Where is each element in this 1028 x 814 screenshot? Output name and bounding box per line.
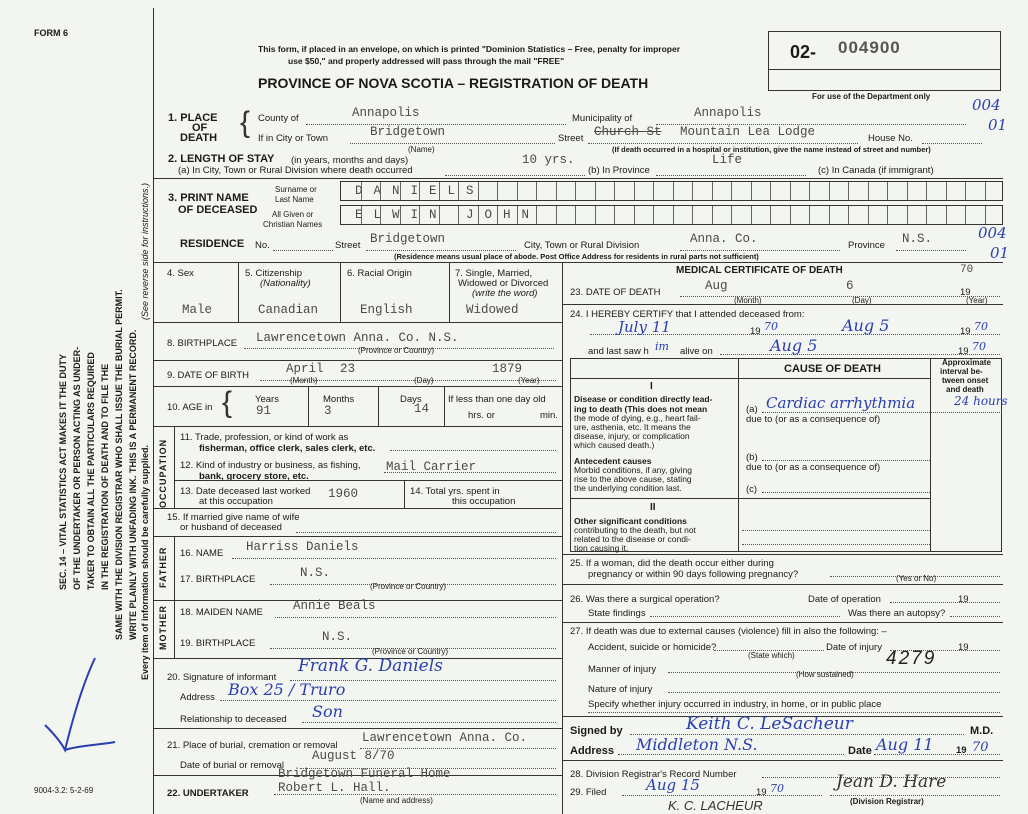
interval-label-1: Approximate — [942, 358, 991, 367]
roman-one: I — [650, 381, 653, 392]
grid-cell — [965, 182, 966, 200]
mother-name-label: 18. MAIDEN NAME — [180, 607, 263, 618]
citizenship-value: Canadian — [258, 303, 319, 317]
record-number-label: 28. Division Registrar's Record Number — [570, 769, 737, 780]
physician-signature: Keith C. LeSacheur — [686, 714, 853, 734]
dob-day-note: (Day) — [414, 376, 434, 385]
injury-date-label: Date of injury — [826, 642, 882, 653]
pregnancy-label-2: pregnancy or within 90 days following pregnancy? — [588, 569, 799, 580]
cause-a-interval: 24 hours — [954, 394, 1008, 408]
undertaker-name: Bridgetown Funeral Home — [278, 767, 451, 781]
dob-year-note: (Year) — [518, 376, 540, 385]
father-birthplace-label: 17. BIRTHPLACE — [180, 574, 256, 585]
date-of-death-label: 23. DATE OF DEATH — [570, 287, 661, 298]
grid-cell — [887, 206, 888, 224]
md-label: M.D. — [970, 725, 994, 737]
county-value: Annapolis — [352, 106, 420, 120]
last-saw-label: and last saw h — [588, 346, 649, 357]
name-label: 3. PRINT NAME — [168, 192, 249, 204]
death-month: Aug — [705, 279, 728, 293]
city-label: If in City or Town — [258, 133, 329, 144]
county-label: County of — [258, 113, 299, 124]
racial-origin-label: 6. Racial Origin — [347, 268, 412, 279]
grid-cell — [614, 206, 615, 224]
attended-to-19: 19 — [960, 326, 971, 337]
dob-month-note: (Month) — [290, 376, 318, 385]
last-saw-him: im — [655, 340, 669, 353]
municipality-value: Annapolis — [694, 106, 762, 120]
grid-cell — [848, 182, 849, 200]
residence-province: N.S. — [902, 232, 933, 246]
physician-address-label: Address — [570, 745, 615, 757]
house-label: House No. — [868, 133, 913, 144]
age-less-day: If less than one day old — [448, 394, 546, 405]
division-registrar-label: (Division Registrar) — [850, 797, 924, 806]
dept-code-1: 004 — [972, 96, 1001, 114]
dob-month: April — [286, 362, 324, 376]
injury-year: 19 — [958, 642, 969, 653]
form-number: FORM 6 — [34, 28, 69, 38]
burial-place: Lawrencetown Anna. Co. — [362, 731, 528, 745]
cause-a-value: Cardiac arrhythmia — [766, 394, 916, 412]
grid-cell — [634, 206, 635, 224]
filed-date: Aug 15 — [646, 776, 700, 794]
grid-cell — [556, 206, 557, 224]
hospital-note: (If death occurred in a hospital or institution, give the name instead of street and number) — [612, 145, 931, 154]
mail-notice-2: use $50," and properly addressed will pass through the mail "FREE" — [288, 56, 565, 66]
other-3: related to the disease or condi- — [574, 534, 691, 544]
stay-c-label: (c) In Canada (if immigrant) — [818, 165, 934, 176]
surname-value: DANIELS — [355, 184, 485, 198]
grid-cell — [673, 206, 674, 224]
dept-use-label: For use of the Department only — [812, 92, 931, 101]
age-days-label: Days — [400, 394, 422, 405]
burial-date-label: Date of burial or removal — [180, 760, 285, 771]
given-label-2: Christian Names — [263, 220, 323, 229]
father-name: Harriss Daniels — [246, 540, 359, 554]
grid-cell — [692, 206, 693, 224]
place-label-of: OF — [192, 122, 208, 134]
age-days: 14 — [414, 402, 430, 416]
operation-year: 19 — [958, 594, 969, 605]
age-years-label: Years — [255, 394, 279, 405]
residence-province-label: Province — [848, 240, 885, 251]
occupation-side-label: OCCUPATION — [158, 438, 168, 508]
age-months: 3 — [324, 404, 332, 418]
last-seen-date: Aug 5 — [770, 336, 818, 355]
handwritten-initial — [40, 650, 120, 760]
spouse-label-2: or husband of deceased — [180, 522, 282, 533]
birthplace-label: 8. BIRTHPLACE — [167, 338, 238, 349]
age-years: 91 — [256, 404, 272, 418]
signed-date: Aug 11 — [876, 735, 934, 754]
marital-label-2: Widowed or Divorced — [458, 278, 549, 289]
death-day-note: (Day) — [852, 296, 872, 305]
street-struck: Church St — [594, 125, 662, 139]
direct-cause-3: the mode of dying, e.g., heart fail- — [574, 413, 701, 423]
age-label: 10. AGE in — [167, 402, 213, 413]
interval-label-3: tween onset — [942, 376, 989, 385]
last-seen-19: 19 — [958, 346, 969, 357]
direct-cause-6: which caused death.) — [574, 440, 655, 450]
medical-year: 70 — [960, 264, 974, 276]
dob-label: 9. DATE OF BIRTH — [167, 370, 249, 381]
name-label-2: OF DECEASED — [178, 204, 258, 216]
direct-cause-4: ure, asthenia, etc. It means the — [574, 422, 691, 432]
last-seen-year: 70 — [972, 340, 986, 353]
stay-a-value: 10 yrs. — [522, 153, 575, 167]
attended-to-year: 70 — [974, 320, 988, 333]
age-months-label: Months — [323, 394, 355, 405]
grid-cell — [907, 182, 908, 200]
relationship-value: Son — [312, 702, 343, 721]
grid-cell — [868, 182, 869, 200]
signed-year: 70 — [972, 740, 989, 755]
cause-a-label: (a) — [746, 404, 758, 415]
antecedent-2: Morbid conditions, if any, giving — [574, 465, 692, 475]
surname-label-2: Last Name — [275, 195, 314, 204]
other-4: tion causing it. — [574, 543, 629, 553]
how-sustained: (How sustained) — [796, 670, 854, 679]
mother-side-label: MOTHER — [158, 605, 168, 650]
operation-label: 26. Was there a surgical operation? — [570, 594, 720, 605]
pregnancy-yes-no: (Yes or No) — [896, 574, 937, 583]
grid-cell — [595, 182, 596, 200]
mother-birthplace: N.S. — [322, 630, 353, 644]
grid-cell — [712, 206, 713, 224]
direct-cause-2: ing to death (This does not mean — [574, 404, 708, 414]
form-code: 9004-3.2: 5-2-69 — [34, 786, 94, 795]
signed-date-label: Date — [848, 745, 872, 757]
bottom-handwriting: K. C. LACHEUR — [668, 798, 763, 813]
grid-cell — [497, 182, 498, 200]
operation-date-label: Date of operation — [808, 594, 881, 605]
spouse-label: 15. If married give name of wife — [167, 512, 300, 523]
grid-cell — [751, 206, 752, 224]
grid-cell — [653, 182, 654, 200]
place-label-death: DEATH — [180, 132, 218, 144]
other-1: Other significant conditions — [574, 516, 687, 526]
registration-prefix: 02- — [790, 42, 817, 62]
age-hrs: hrs. or — [468, 410, 495, 421]
citizenship-label: 5. Citizenship — [245, 268, 303, 279]
handwritten-number: 4279 — [886, 648, 937, 669]
total-years-label-2: this occupation — [452, 496, 516, 507]
residence-city: Anna. Co. — [690, 232, 758, 246]
father-side-label: FATHER — [158, 546, 168, 588]
antecedent-1: Antecedent causes — [574, 456, 652, 466]
place-label: 1. PLACE — [168, 112, 218, 124]
grid-cell — [673, 182, 674, 200]
citizenship-label-2: (Nationality) — [260, 278, 311, 289]
grid-cell — [926, 206, 927, 224]
brace: { — [240, 106, 251, 139]
informant-address-label: Address — [180, 692, 215, 703]
filed-label: 29. Filed — [570, 787, 607, 798]
surname-label: Surname or — [275, 185, 317, 194]
cause-b-label: (b) — [746, 452, 758, 463]
last-worked-label: 13. Date deceased last worked — [180, 486, 311, 497]
last-worked-value: 1960 — [328, 487, 359, 501]
death-day: 6 — [846, 279, 854, 293]
grid-cell — [926, 182, 927, 200]
residence-no-label: No. — [255, 240, 270, 251]
undertaker-note: (Name and address) — [360, 796, 433, 805]
father-birthplace: N.S. — [300, 566, 331, 580]
grid-cell — [770, 206, 771, 224]
roman-two: II — [650, 502, 656, 513]
external-label: 27. If death was due to external causes (violence) fill in also the following: – — [570, 626, 887, 637]
grid-cell — [809, 206, 810, 224]
registration-number: 004900 — [838, 38, 901, 57]
age-min: min. — [540, 410, 558, 421]
mother-birthplace-label: 19. BIRTHPLACE — [180, 638, 256, 649]
filed-year: 70 — [770, 782, 784, 795]
interval-label-2: interval be- — [940, 367, 983, 376]
state-which: (State which) — [748, 651, 795, 660]
informant-signature: Frank G. Daniels — [298, 656, 443, 676]
name-note: (Name) — [408, 145, 435, 154]
city-value: Bridgetown — [370, 125, 446, 139]
residence-street: Bridgetown — [370, 232, 446, 246]
registrar-signature: Jean D. Hare — [836, 772, 947, 792]
mail-notice: This form, if placed in an envelope, on which is printed "Dominion Statistics – Free, penalty for improper — [258, 44, 681, 54]
total-years-label: 14. Total yrs. spent in — [410, 486, 500, 497]
attended-from-year: 70 — [764, 320, 778, 333]
grid-cell — [848, 206, 849, 224]
last-saw-label-2: alive on — [680, 346, 713, 357]
grid-cell — [575, 206, 576, 224]
grid-cell — [965, 206, 966, 224]
nature-label: Nature of injury — [588, 684, 653, 695]
grid-cell — [829, 206, 830, 224]
attended-from-19: 19 — [750, 326, 761, 337]
informant-label: 20. Signature of informant — [167, 672, 277, 683]
trade-label: 11. Trade, profession, or kind of work as — [180, 432, 349, 443]
mother-name: Annie Beals — [293, 599, 376, 613]
specify-label: Specify whether injury occurred in industry, in home, or in public place — [588, 699, 882, 710]
grid-cell — [731, 182, 732, 200]
industry-label: 12. Kind of industry or business, as fishing, — [180, 460, 361, 471]
given-label: All Given or — [272, 210, 314, 219]
burial-place-label: 21. Place of burial, cremation or removal — [167, 740, 338, 751]
grid-cell — [868, 206, 869, 224]
filed-19: 19 — [756, 787, 767, 798]
last-worked-label-2: at this occupation — [199, 496, 273, 507]
sex-label: 4. Sex — [167, 268, 194, 279]
grid-cell — [614, 182, 615, 200]
death-year-note: (Year) — [966, 296, 988, 305]
birthplace-value: Lawrencetown Anna. Co. N.S. — [256, 331, 459, 345]
grid-cell — [790, 206, 791, 224]
direct-cause-1: Disease or condition directly lead- — [574, 394, 713, 404]
grid-cell — [536, 182, 537, 200]
grid-cell — [985, 206, 986, 224]
industry-value: Mail Carrier — [386, 460, 477, 474]
grid-cell — [809, 182, 810, 200]
physician-address: Middleton N.S. — [636, 735, 758, 754]
residence-city-label: City, Town or Rural Division — [524, 240, 640, 251]
burial-date: August 8/70 — [312, 749, 395, 763]
stay-label: 2. LENGTH OF STAY — [168, 153, 275, 165]
age-brace: { — [222, 386, 233, 419]
grid-cell — [634, 182, 635, 200]
signed-by-label: Signed by — [570, 725, 623, 737]
antecedent-3: rise to the above cause, stating — [574, 474, 692, 484]
municipality-label: Municipality of — [572, 113, 633, 124]
residence-code-2: 01 — [990, 244, 1010, 262]
grid-cell — [712, 182, 713, 200]
stay-b-label: (b) In Province — [588, 165, 650, 176]
residence-street-label: Street — [335, 240, 361, 251]
sex-value: Male — [182, 303, 213, 317]
other-2: contributing to the death, but not — [574, 525, 696, 535]
stay-b-value: Life — [712, 153, 743, 167]
grid-cell — [887, 182, 888, 200]
cause-c-label: (c) — [746, 484, 758, 495]
marital-label-3: (write the word) — [472, 288, 538, 299]
relationship-label: Relationship to deceased — [180, 714, 287, 725]
signed-19: 19 — [956, 745, 967, 756]
accident-label: Accident, suicide or homicide? — [588, 642, 717, 653]
page-title: PROVINCE OF NOVA SCOTIA – REGISTRATION OF DEATH — [258, 75, 649, 91]
grid-cell — [907, 206, 908, 224]
undertaker-name-2: Robert L. Hall. — [278, 781, 391, 795]
attended-from: July 11 — [618, 318, 671, 336]
dept-code-2: 01 — [988, 116, 1008, 134]
grid-cell — [946, 182, 947, 200]
death-year: 19 — [960, 287, 971, 298]
father-name-label: 16. NAME — [180, 548, 224, 559]
given-value: ELWIN JOHN — [355, 208, 541, 222]
street-value: Mountain Lea Lodge — [680, 125, 816, 139]
grid-cell — [751, 182, 752, 200]
interval-label-4: and death — [946, 385, 984, 394]
cause-title: CAUSE OF DEATH — [784, 363, 881, 375]
father-birthplace-note: (Province or Country) — [370, 582, 447, 591]
grid-cell — [556, 182, 557, 200]
street-label: Street — [558, 133, 584, 144]
marital-label: 7. Single, Married, — [455, 268, 533, 279]
manner-label: Manner of injury — [588, 664, 657, 675]
racial-origin-value: English — [360, 303, 413, 317]
medical-title: MEDICAL CERTIFICATE OF DEATH — [676, 265, 843, 276]
undertaker-label: 22. UNDERTAKER — [167, 788, 249, 799]
grid-cell — [575, 182, 576, 200]
grid-cell — [985, 182, 986, 200]
residence-note: (Residence means usual place of abode. Post Office Address for residents in rural parts not sufficient) — [394, 252, 759, 261]
attended-to: Aug 5 — [842, 316, 890, 335]
trade-label-2: fisherman, office clerk, sales clerk, etc. — [199, 443, 376, 454]
residence-label: RESIDENCE — [180, 238, 245, 250]
residence-code-1: 004 — [978, 224, 1007, 242]
mother-birthplace-note: (Province or Country) — [372, 647, 449, 656]
marital-value: Widowed — [466, 303, 519, 317]
grid-cell — [653, 206, 654, 224]
certify-label: 24. I HEREBY CERTIFY that I attended deceased from: — [570, 309, 805, 320]
grid-cell — [595, 206, 596, 224]
pregnancy-label: 25. If a woman, did the death occur either during — [570, 558, 774, 569]
grid-cell — [517, 182, 518, 200]
due-to-2: due to (or as a consequence of) — [746, 462, 881, 473]
grid-cell — [790, 182, 791, 200]
grid-cell — [946, 206, 947, 224]
stay-label-2: (in years, months and days) — [291, 155, 409, 166]
death-month-note: (Month) — [734, 296, 762, 305]
stay-a-label: (a) In City, Town or Rural Division where death occurred — [178, 165, 413, 176]
autopsy-label: Was there an autopsy? — [848, 608, 946, 619]
grid-cell — [731, 206, 732, 224]
due-to-1: due to (or as a consequence of) — [746, 414, 881, 425]
grid-cell — [829, 182, 830, 200]
findings-label: State findings — [588, 608, 646, 619]
direct-cause-5: disease, injury, or complication — [574, 431, 690, 441]
industry-label-2: bank, grocery store, etc. — [199, 471, 309, 482]
dob-day: 23 — [340, 362, 356, 376]
grid-cell — [692, 182, 693, 200]
grid-cell — [770, 182, 771, 200]
informant-address: Box 25 / Truro — [228, 680, 346, 699]
antecedent-4: the underlying condition last. — [574, 483, 682, 493]
dob-year: 1879 — [492, 362, 523, 376]
birthplace-note: (Province or Country) — [358, 346, 435, 355]
